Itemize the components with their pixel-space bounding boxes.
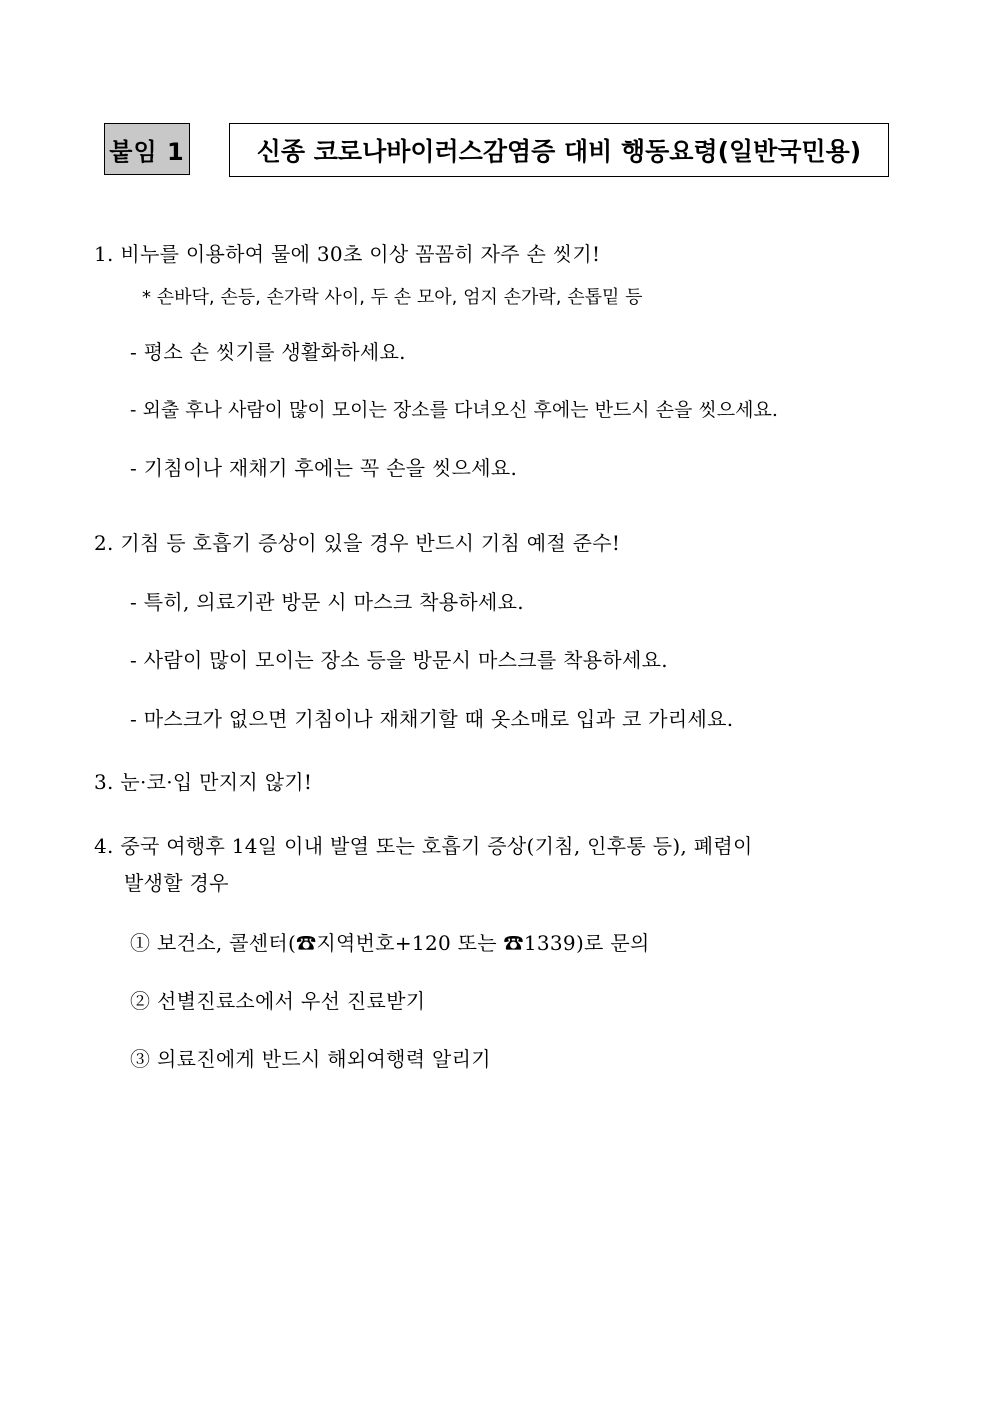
item-2-sub-3: - 마스크가 없으면 기침이나 재채기할 때 옷소매로 입과 코 가리세요. [130,707,734,731]
item-1-note: * 손바닥, 손등, 손가락 사이, 두 손 모아, 엄지 손가락, 손톱밑 등 [142,287,643,308]
item-4-step-2: ② 선별진료소에서 우선 진료받기 [130,989,426,1013]
attachment-badge: 붙임 1 [104,123,190,175]
item-1-heading: 1. 비누를 이용하여 물에 30초 이상 꼼꼼히 자주 손 씻기! [94,242,601,266]
item-4-heading-line-2: 발생할 경우 [124,871,229,895]
item-1-sub-2: - 외출 후나 사람이 많이 모이는 장소를 다녀오신 후에는 반드시 손을 씻으세요. [130,399,778,421]
item-3-heading: 3. 눈·코·입 만지지 않기! [94,770,313,794]
item-1-sub-3: - 기침이나 재채기 후에는 꼭 손을 씻으세요. [130,456,518,480]
item-4-step-3: ③ 의료진에게 반드시 해외여행력 알리기 [130,1047,491,1071]
page-title: 신종 코로나바이러스감염증 대비 행동요령(일반국민용) [229,123,889,177]
item-2-heading: 2. 기침 등 호흡기 증상이 있을 경우 반드시 기침 예절 준수! [94,531,621,555]
item-2-sub-1: - 특히, 의료기관 방문 시 마스크 착용하세요. [130,590,524,614]
item-4-heading-line-1: 4. 중국 여행후 14일 이내 발열 또는 호흡기 증상(기침, 인후통 등), 폐렴이 [94,834,753,858]
item-2-sub-2: - 사람이 많이 모이는 장소 등을 방문시 마스크를 착용하세요. [130,648,668,672]
item-4-step-1: ① 보건소, 콜센터(☎지역번호+120 또는 ☎1339)로 문의 [130,931,650,955]
item-1-sub-1: - 평소 손 씻기를 생활화하세요. [130,340,406,364]
